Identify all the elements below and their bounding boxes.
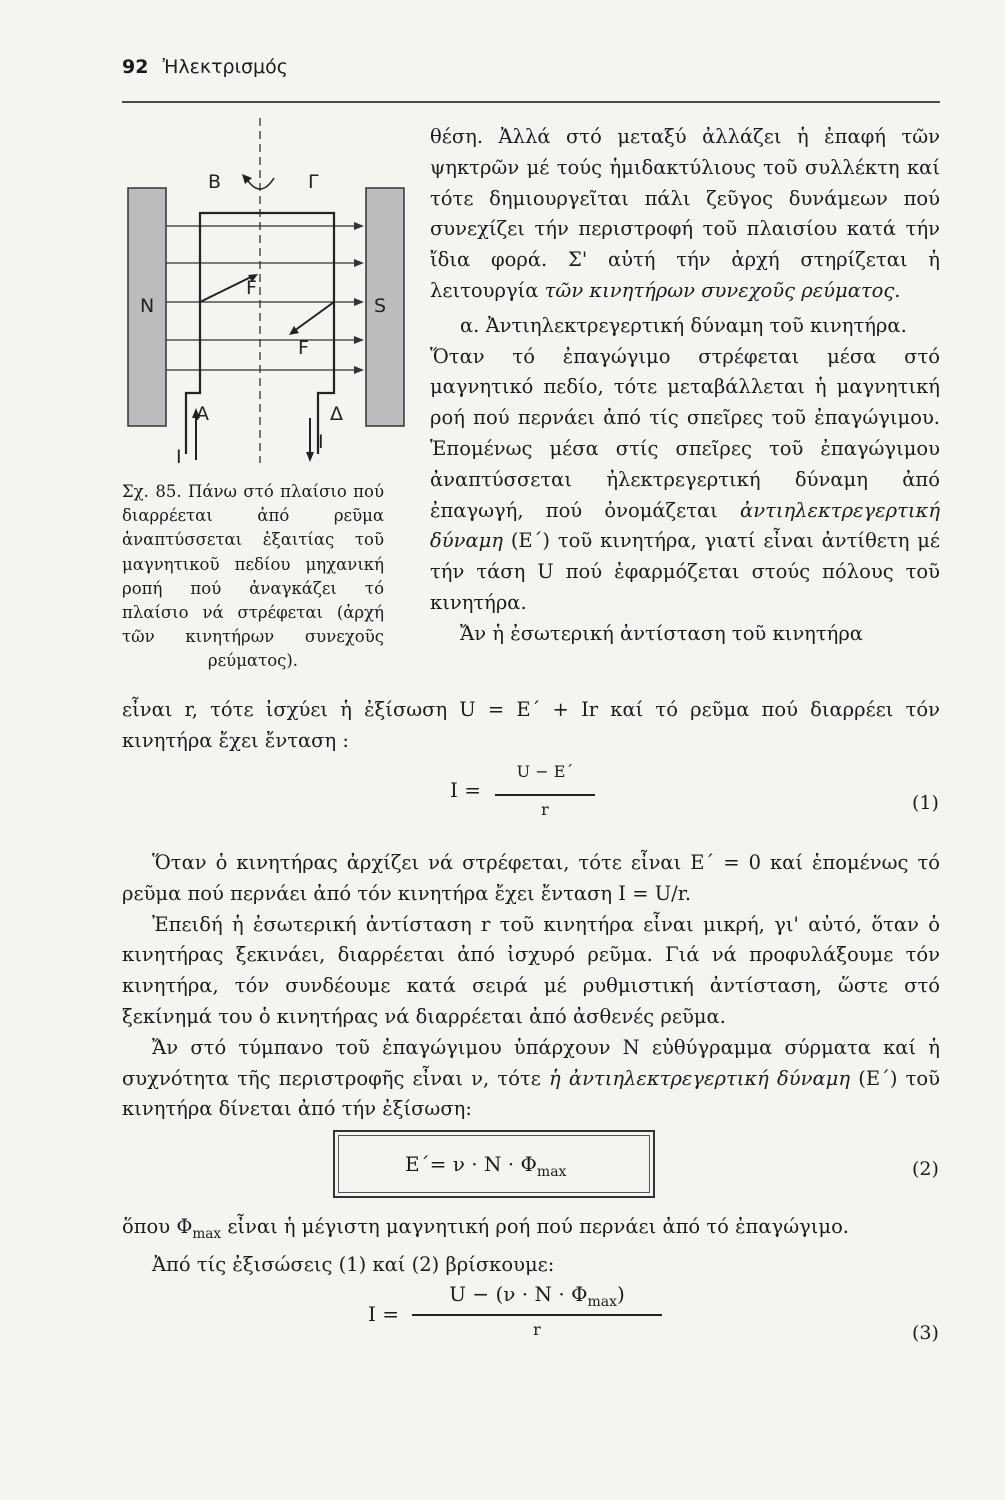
- section-heading: α. Ἀντιηλεκτρεγερτική δύναμη τοῦ κινητήρα.: [460, 313, 907, 337]
- label-G: Γ: [308, 171, 319, 193]
- paragraph: Ὅταν ὁ κινητήρας ἀρχίζει νά στρέφεται, τότε εἶναι E΄ = 0 καί ἑπομένως τό ρεῦμα πού περνάει ἀπό τόν κινητήρα ἔχει ἔνταση I = U/r.: [122, 851, 940, 905]
- page-header: [122, 56, 288, 78]
- label-I2: I: [318, 431, 324, 453]
- paragraph: Ἐπειδή ἡ ἐσωτερική ἀντίσταση r τοῦ κινητήρα εἶναι μικρή, γι' αὐτό, ὅταν ὁ κινητήρας ξεκινάει, διαρρέεται ἀπό ἰσχυρό ρεῦμα. Γιά νά προφυλάξουμε τόν κινητήρα, τόν συνδέουμε κατά σειρά μέ ρυθμιστική ἀντίσταση, ὥστε στό ξεκίνημά του ὁ κινητήρας νά διαρρέεται ἀπό ἀσθενές ρεῦμα.: [122, 912, 940, 1028]
- full-width-text-2: [122, 848, 940, 1125]
- label-D: Δ: [330, 403, 343, 425]
- label-F1: F: [246, 277, 257, 299]
- equation-2-number: (2): [912, 1158, 939, 1180]
- label-F2: F: [298, 337, 309, 359]
- label-I1: I: [176, 446, 182, 468]
- boxed-equation-2: $E΄= \nu \cdot N \cdot \Phi_{max}$: [333, 1130, 655, 1198]
- paragraph: Ἄν στό τύμπανο τοῦ ἐπαγώγιμου ὑπάρχουν N εὐθύγραμμα σύρματα καί ἡ συχνότητα τῆς περιστροφῆς εἶναι ν, τότε ἡ ἀντιηλεκτρεγερτική δύναμη (E΄) τοῦ κινητήρα δίνεται ἀπό τήν ἐξίσωση:: [122, 1035, 941, 1121]
- running-title: Ἠλεκτρισμός: [162, 56, 288, 78]
- paragraph: εἶναι r, τότε ἰσχύει ἡ ἐξίσωση U = E΄ + Ir καί τό ρεῦμα πού διαρρέει τόν κινητήρα ἔχει ἔνταση :: [122, 698, 940, 752]
- right-column-text: [430, 122, 940, 650]
- full-width-text-3: [122, 1212, 940, 1280]
- paragraph: Ὅταν τό ἐπαγώγιμο στρέφεται μέσα στό μαγνητικό πεδίο, τότε μεταβάλλεται ἡ μαγνητική ροή πού περνάει ἀπό τίς σπεῖρες τοῦ ἐπαγώγιμου. Ἑπομένως μέσα στίς σπεῖρες τοῦ ἐπαγώγιμου ἀναπτύσσεται ἠλεκτρεγερτική δύναμη ἀπό ἐπαγωγή, πού ὀνομάζεται ἀντιηλεκτρεγερτική δύναμη (E΄) τοῦ κινητήρα, γιατί εἶναι ἀντίθετη μέ τήν τάση U πού ἐφαρμόζεται στούς πόλους τοῦ κινητήρα.: [430, 344, 940, 614]
- paragraph: ὅπου $\Phi_{max}$ εἶναι ἡ μέγιστη μαγνητική ροή πού περνάει ἀπό τό ἐπαγώγιμο.: [122, 1215, 850, 1242]
- label-B: B: [208, 171, 222, 193]
- label-S: S: [374, 295, 387, 317]
- paragraph: Ἄν ἡ ἐσωτερική ἀντίσταση τοῦ κινητήρα: [460, 621, 863, 645]
- motor-diagram: [128, 118, 387, 468]
- page-number: 92: [122, 56, 149, 78]
- header-rule: [122, 101, 940, 103]
- paragraph: Ἀπό τίς ἐξισώσεις (1) καί (2) βρίσκουμε:: [152, 1252, 555, 1276]
- label-A: A: [196, 403, 209, 425]
- label-N: N: [140, 295, 155, 317]
- full-width-text-1: [122, 695, 940, 757]
- paragraph: θέση. Ἀλλά στό μεταξύ ἀλλάζει ἡ ἐπαφή τῶν ψηκτρῶν μέ τούς ἡμιδακτύλιους τοῦ συλλέκτη καί τότε δημιουργεῖται πάλι ζεῦγος δυνάμεων πού συνεχίζει τήν περιστροφή τοῦ πλαισίου κατά τήν ἴδια φορά. Σ' αὐτή τήν ἀρχή στηρίζεται ἡ λειτουργία τῶν κινητήρων συνεχοῦς ρεύματος.: [430, 125, 940, 302]
- figure-caption: Σχ. 85. Πάνω στό πλαίσιο πού διαρρέεται ἀπό ρεῦμα ἀναπτύσσεται ἐξαιτίας τοῦ μαγνητικοῦ πεδίου μηχανική ροπή πού ἀναγκάζει τό πλαίσιο νά στρέφεται (ἀρχή τῶν κινητήρων συνεχοῦς ρεύματος).: [122, 482, 384, 671]
